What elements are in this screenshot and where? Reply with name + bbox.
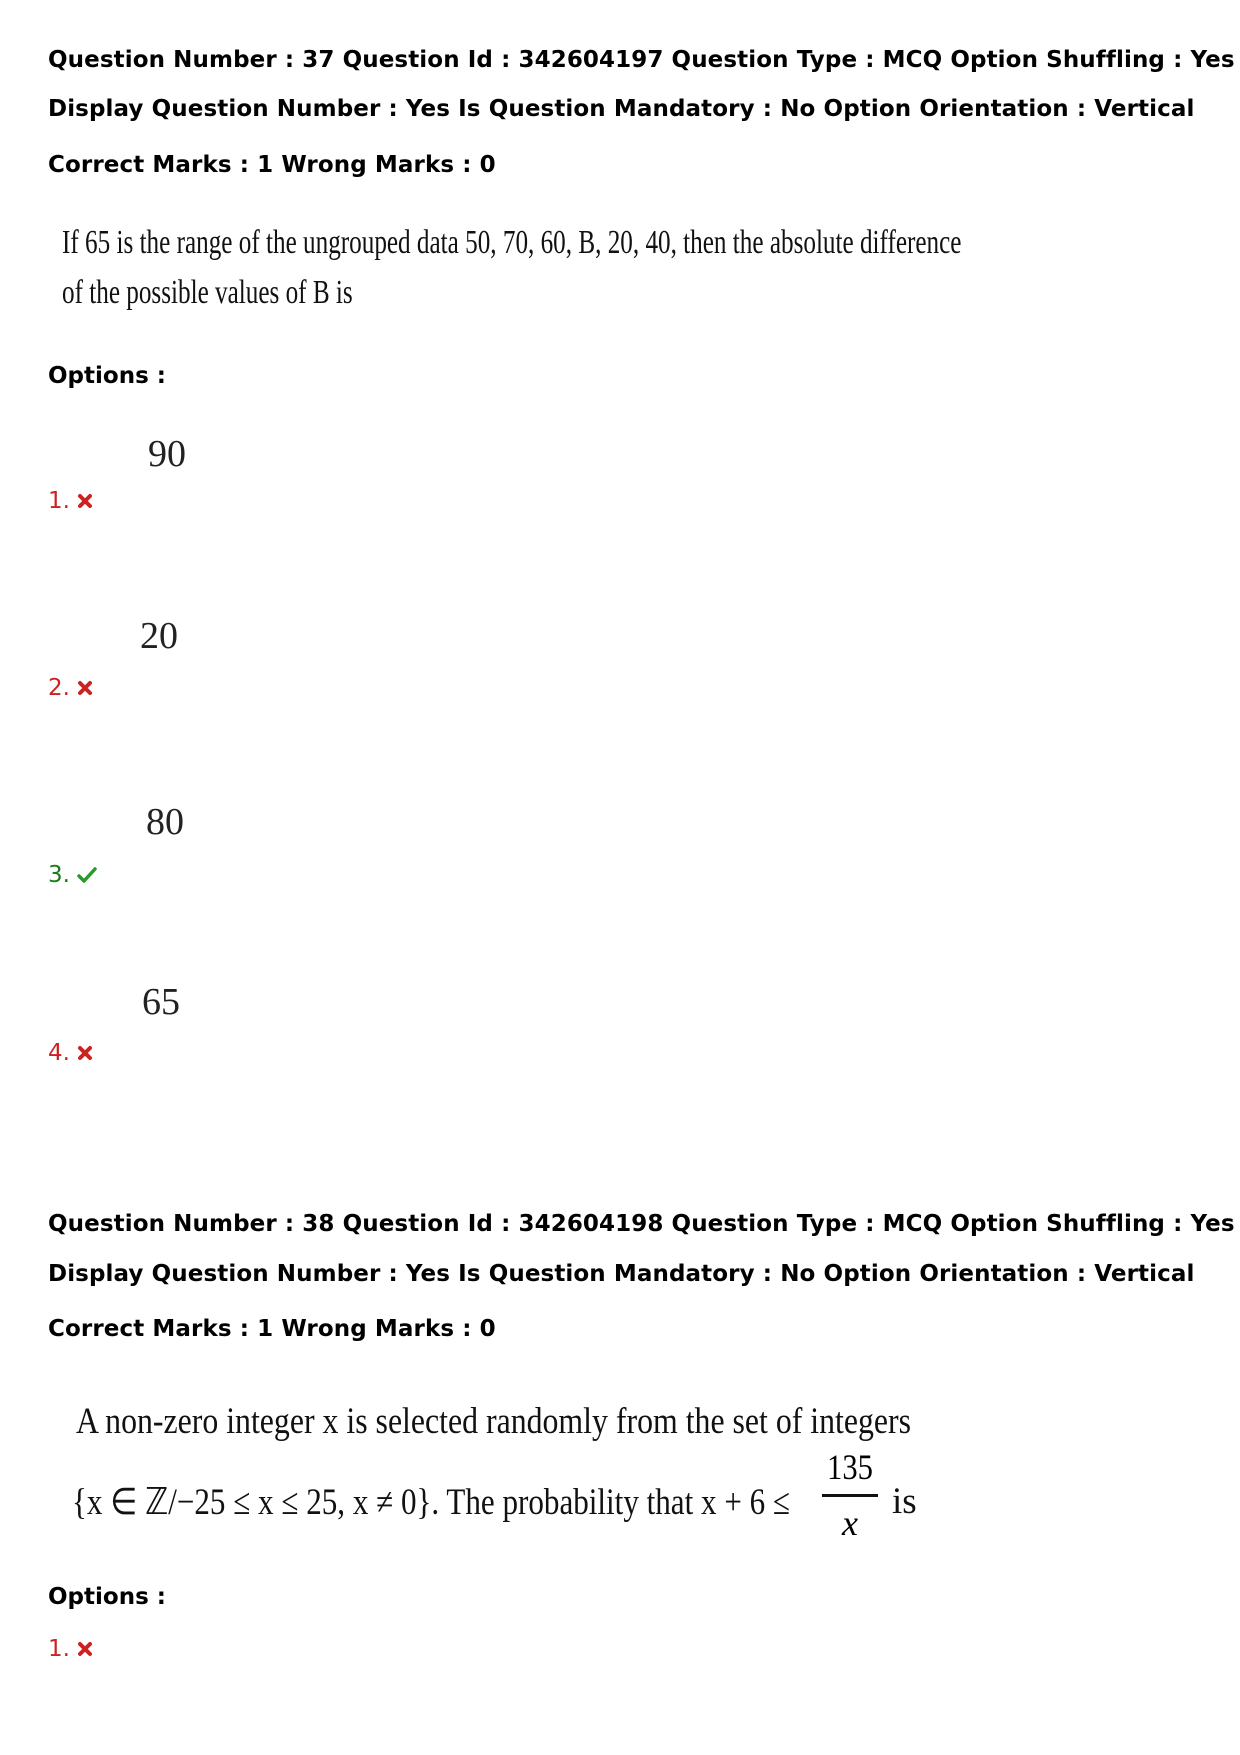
cross-icon [76, 679, 94, 697]
option-number: 1. [48, 488, 70, 514]
q38-text-line1: A non-zero integer x is selected randomly from the set of integers [76, 1401, 912, 1442]
option-number: 4. [48, 1040, 70, 1066]
q37-meta-line2: Display Question Number : Yes Is Question Mandatory : No Option Orientation : Vertical [48, 96, 1195, 122]
q37-option-1-value: 90 [148, 433, 186, 475]
option-number: 3. [48, 862, 70, 888]
option-number: 2. [48, 675, 70, 701]
q37-option-4[interactable] [48, 1040, 94, 1066]
fraction-numerator: 135 [827, 1447, 873, 1487]
q37-text-line2: of the possible values of B is [62, 274, 353, 311]
q37-option-1[interactable] [48, 488, 94, 514]
option-number: 1. [48, 1636, 70, 1662]
q37-option-3-value: 80 [146, 801, 184, 843]
cross-icon [76, 1044, 94, 1062]
q37-options-label: Options : [48, 363, 166, 389]
q38-meta-line1: Question Number : 38 Question Id : 342604198 Question Type : MCQ Option Shuffling : Yes [48, 1211, 1235, 1237]
q37-meta-line1: Question Number : 37 Question Id : 342604197 Question Type : MCQ Option Shuffling : Yes [48, 47, 1235, 73]
fraction-denominator: x [842, 1503, 858, 1543]
q37-option-3[interactable] [48, 862, 98, 888]
check-icon [76, 866, 98, 884]
q37-option-2-value: 20 [140, 615, 178, 657]
q37-option-4-value: 65 [142, 981, 180, 1023]
cross-icon [76, 492, 94, 510]
q38-options-label: Options : [48, 1584, 166, 1610]
fraction-bar [822, 1494, 878, 1497]
cross-icon [76, 1640, 94, 1658]
q38-meta-line3: Correct Marks : 1 Wrong Marks : 0 [48, 1316, 496, 1342]
q38-text-line2-end: is [892, 1481, 917, 1522]
q37-text-line1: If 65 is the range of the ungrouped data 50, 70, 60, B, 20, 40, then the absolute difference [62, 224, 962, 261]
q38-option-1[interactable] [48, 1636, 94, 1662]
q37-option-2[interactable] [48, 675, 94, 701]
q38-fraction [818, 1446, 882, 1544]
q37-meta-line3: Correct Marks : 1 Wrong Marks : 0 [48, 152, 496, 178]
q38-text-line2: {x ∈ ℤ/−25 ≤ x ≤ 25, x ≠ 0}. The probability that x + 6 ≤ [72, 1482, 790, 1523]
q38-meta-line2: Display Question Number : Yes Is Question Mandatory : No Option Orientation : Vertical [48, 1261, 1195, 1287]
